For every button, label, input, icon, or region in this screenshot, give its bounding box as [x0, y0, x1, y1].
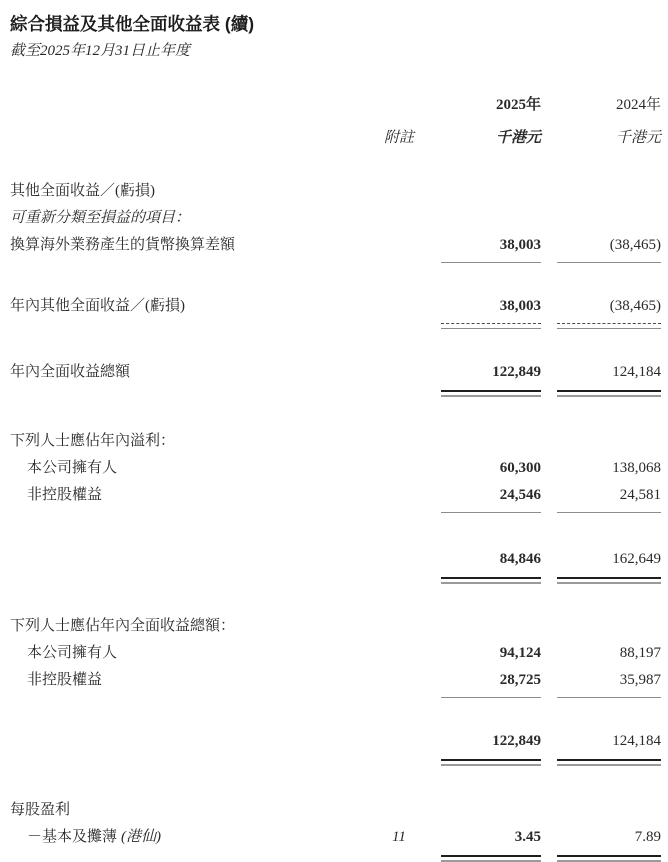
value-2024: 124,184 — [557, 359, 661, 392]
table-row — [10, 178, 661, 205]
value-2025: 84,846 — [441, 546, 541, 579]
row-label — [10, 824, 373, 851]
value-2025: 28,725 — [441, 667, 541, 698]
value-2025: 122,849 — [441, 359, 541, 392]
value-2025: 38,003 — [441, 293, 541, 324]
value-2025: 24,546 — [441, 482, 541, 513]
table-row — [10, 359, 661, 392]
column-unit-2024: 千港元 — [615, 130, 661, 146]
row-label-text: －基本及攤薄 — [27, 829, 118, 845]
column-header-2025: 2025年 — [495, 97, 541, 113]
value-2024: (38,465) — [557, 293, 661, 324]
income-statement-table — [10, 92, 661, 857]
table-header-units — [10, 125, 661, 152]
value-2024: 24,581 — [557, 482, 661, 513]
table-row — [10, 667, 661, 698]
value-2025: 38,003 — [441, 232, 541, 263]
table-row — [10, 293, 661, 324]
row-label: 非控股權益 — [27, 672, 103, 688]
value-2024: 124,184 — [557, 728, 661, 761]
row-label-unit: (港仙) — [121, 829, 162, 845]
row-label: 可重新分類至損益的項目： — [10, 210, 191, 226]
row-label: 年內其他全面收益／(虧損) — [10, 298, 185, 314]
value-2025: 122,849 — [441, 728, 541, 761]
table-row — [10, 728, 661, 761]
note-ref: 11 — [392, 829, 406, 845]
value-2024: 138,068 — [612, 460, 661, 476]
row-label: 下列人士應佔年內全面收益總額： — [10, 618, 236, 634]
value-2025: 94,124 — [499, 645, 541, 661]
row-label: 下列人士應佔年內溢利： — [10, 433, 176, 449]
row-label: 本公司擁有人 — [27, 645, 118, 661]
column-header-note: 附註 — [383, 130, 414, 146]
value-2024: 7.89 — [557, 824, 661, 857]
column-unit-2025: 千港元 — [495, 130, 541, 146]
column-header-2024: 2024年 — [615, 97, 661, 113]
value-2025: 3.45 — [441, 824, 541, 857]
row-label: 本公司擁有人 — [27, 460, 118, 476]
value-2024: 88,197 — [619, 645, 661, 661]
table-header-years — [10, 92, 661, 119]
value-2024: 162,649 — [557, 546, 661, 579]
table-row — [10, 428, 661, 455]
table-row — [10, 546, 661, 579]
value-2025: 60,300 — [499, 460, 541, 476]
table-row — [10, 205, 661, 232]
row-label: 非控股權益 — [27, 487, 103, 503]
table-row — [10, 455, 661, 482]
table-row — [10, 613, 661, 640]
row-label: 其他全面收益／(虧損) — [10, 183, 155, 199]
table-row — [10, 482, 661, 513]
table-row — [10, 824, 661, 857]
table-row — [10, 640, 661, 667]
table-row — [10, 797, 661, 824]
page-title: 綜合損益及其他全面收益表 (續) — [10, 14, 255, 34]
row-label: 換算海外業務產生的貨幣換算差額 — [10, 237, 236, 253]
value-2024: 35,987 — [557, 667, 661, 698]
value-2024: (38,465) — [557, 232, 661, 263]
table-row — [10, 232, 661, 263]
row-label: 年內全面收益總額 — [10, 364, 131, 380]
page-subtitle: 截至2025年12月31日止年度 — [10, 43, 191, 59]
row-label: 每股盈利 — [10, 802, 71, 818]
